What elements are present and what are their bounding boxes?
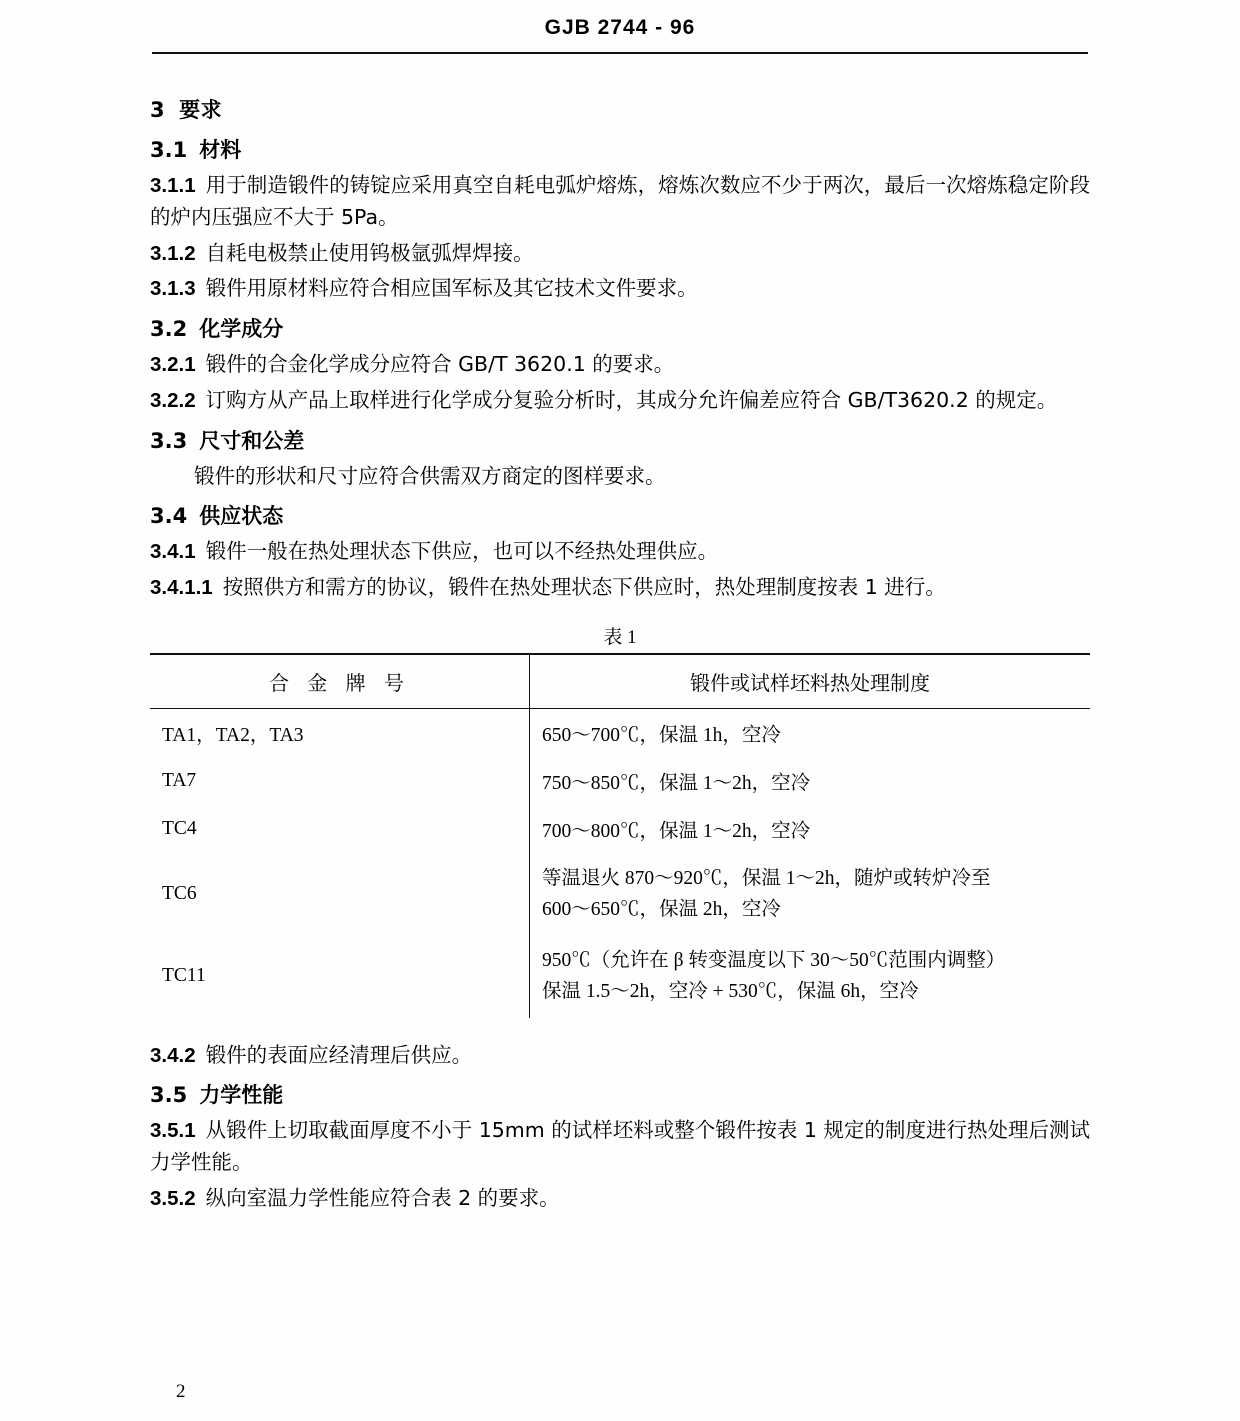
table-cell-alloy: TC4 — [162, 817, 197, 839]
paragraph-text-3-5-2: 纵向室温力学性能应符合表 2 的要求。 — [205, 1185, 560, 1210]
section-title-3-5: 力学性能 — [199, 1083, 284, 1108]
section-heading-3-5 — [150, 1079, 1090, 1109]
paragraph-text-3-2-1: 锻件的合金化学成分应符合 GB/T 3620.1 的要求。 — [205, 352, 675, 377]
paragraph-number-3-5-2: 3.5.2 — [150, 1186, 196, 1210]
table-cell-alloy: TA7 — [162, 769, 197, 791]
paragraph-3-2-2 — [150, 385, 1090, 417]
table-1 — [150, 653, 1090, 1018]
paragraph-number-3-4-2: 3.4.2 — [150, 1043, 196, 1067]
section-title-3: 要求 — [179, 98, 223, 122]
section-number-3-1: 3.1 — [150, 138, 188, 162]
table-1-header-treatment: 锻件或试样坯料热处理制度 — [530, 654, 1091, 709]
table-cell-alloy: TC11 — [162, 965, 206, 987]
paragraph-3-5-1 — [150, 1115, 1090, 1179]
document-body — [150, 80, 1090, 1219]
table-cell-alloy: TA1，TA2，TA3 — [162, 724, 304, 746]
paragraph-3-1-3 — [150, 273, 1090, 305]
paragraph-text-3-4-1-1: 按照供方和需方的协议，锻件在热处理状态下供应时，热处理制度按表 1 进行。 — [222, 575, 946, 600]
table-cell-treatment: 750～850℃，保温 1～2h，空冷 — [530, 757, 1091, 805]
paragraph-text-3-1-1: 用于制造锻件的铸锭应采用真空自耗电弧炉熔炼，熔炼次数应不少于两次，最后一次熔炼稳定阶段的炉内压强应不大于 5Pa。 — [150, 173, 1090, 229]
paragraph-text-3-2-2: 订购方从产品上取样进行化学成分复验分析时，其成分允许偏差应符合 GB/T3620.2 的规定。 — [205, 387, 1058, 412]
paragraph-3-5-2 — [150, 1183, 1090, 1215]
paragraph-3-2-1 — [150, 349, 1090, 381]
table-cell-treatment-line-1: 等温退火 870～920℃，保温 1～2h，随炉或转炉冷至 — [542, 867, 991, 889]
table-cell-treatment — [530, 853, 1091, 935]
table-row — [150, 853, 1090, 935]
paragraph-3-1-2 — [150, 238, 1090, 270]
table-cell-treatment-line-2: 600～650℃，保温 2h，空冷 — [542, 899, 781, 921]
section-title-3-2: 化学成分 — [199, 317, 284, 342]
table-1-caption: 表 1 — [603, 626, 637, 648]
paragraph-3-4-1 — [150, 536, 1090, 568]
paragraph-3-3: 锻件的形状和尺寸应符合供需双方商定的图样要求。 — [194, 463, 666, 488]
paragraph-number-3-4-1-1: 3.4.1.1 — [150, 576, 213, 600]
table-cell-treatment: 650～700℃，保温 1h，空冷 — [530, 708, 1091, 757]
paragraph-text-3-1-3: 锻件用原材料应符合相应国军标及其它技术文件要求。 — [205, 276, 698, 301]
table-row — [150, 805, 1090, 853]
table-row — [150, 708, 1090, 757]
section-title-3-1: 材料 — [199, 138, 242, 162]
paragraph-3-4-1-1 — [150, 572, 1090, 604]
paragraph-text-3-5-1: 从锻件上切取截面厚度不小于 15mm 的试样坯料或整个锻件按表 1 规定的制度进行热处理后测试力学性能。 — [150, 1118, 1090, 1175]
paragraph-number-3-2-2: 3.2.2 — [150, 388, 196, 412]
page-number: 2 — [176, 1381, 186, 1402]
paragraph-text-3-1-2: 自耗电极禁止使用钨极氩弧焊焊接。 — [205, 240, 534, 265]
section-number-3-3: 3.3 — [150, 428, 188, 453]
table-row — [150, 935, 1090, 1017]
page-header: GJB 2744 - 96 — [544, 16, 696, 39]
table-cell-treatment-line-2: 保温 1.5～2h，空冷 + 530℃，保温 6h，空冷 — [542, 981, 919, 1003]
table-1-header-row — [150, 654, 1090, 709]
section-title-3-4: 供应状态 — [199, 504, 284, 529]
paragraph-3-4-2 — [150, 1040, 1090, 1072]
section-heading-3-4 — [150, 500, 1090, 530]
section-number-3-5: 3.5 — [150, 1083, 188, 1108]
paragraph-number-3-1-2: 3.1.2 — [150, 241, 196, 265]
table-row — [150, 757, 1090, 805]
paragraph-text-3-4-1: 锻件一般在热处理状态下供应，也可以不经热处理供应。 — [205, 539, 719, 564]
paragraph-number-3-2-1: 3.2.1 — [150, 353, 196, 377]
section-heading-3 — [150, 94, 1090, 124]
table-cell-treatment-line-1: 950℃（允许在 β 转变温度以下 30～50℃范围内调整） — [542, 950, 1006, 972]
table-cell-treatment: 700～800℃，保温 1～2h，空冷 — [530, 805, 1091, 853]
paragraph-number-3-1-1: 3.1.1 — [150, 174, 196, 197]
paragraph-number-3-1-3: 3.1.3 — [150, 277, 196, 301]
section-number-3-2: 3.2 — [150, 317, 188, 342]
table-cell-alloy: TC6 — [162, 883, 197, 905]
section-heading-3-1 — [150, 134, 1090, 164]
section-title-3-3: 尺寸和公差 — [199, 428, 305, 453]
paragraph-text-3-4-2: 锻件的表面应经清理后供应。 — [205, 1042, 473, 1067]
header-divider — [152, 52, 1088, 54]
paragraph-3-1-1 — [150, 170, 1090, 234]
table-1-header-alloy: 合 金 牌 号 — [150, 654, 530, 709]
paragraph-number-3-4-1: 3.4.1 — [150, 540, 196, 564]
paragraph-number-3-5-1: 3.5.1 — [150, 1119, 196, 1143]
section-heading-3-3 — [150, 425, 1090, 455]
section-number-3: 3 — [150, 98, 166, 122]
section-number-3-4: 3.4 — [150, 504, 188, 529]
table-cell-treatment — [530, 935, 1091, 1017]
section-heading-3-2 — [150, 313, 1090, 343]
